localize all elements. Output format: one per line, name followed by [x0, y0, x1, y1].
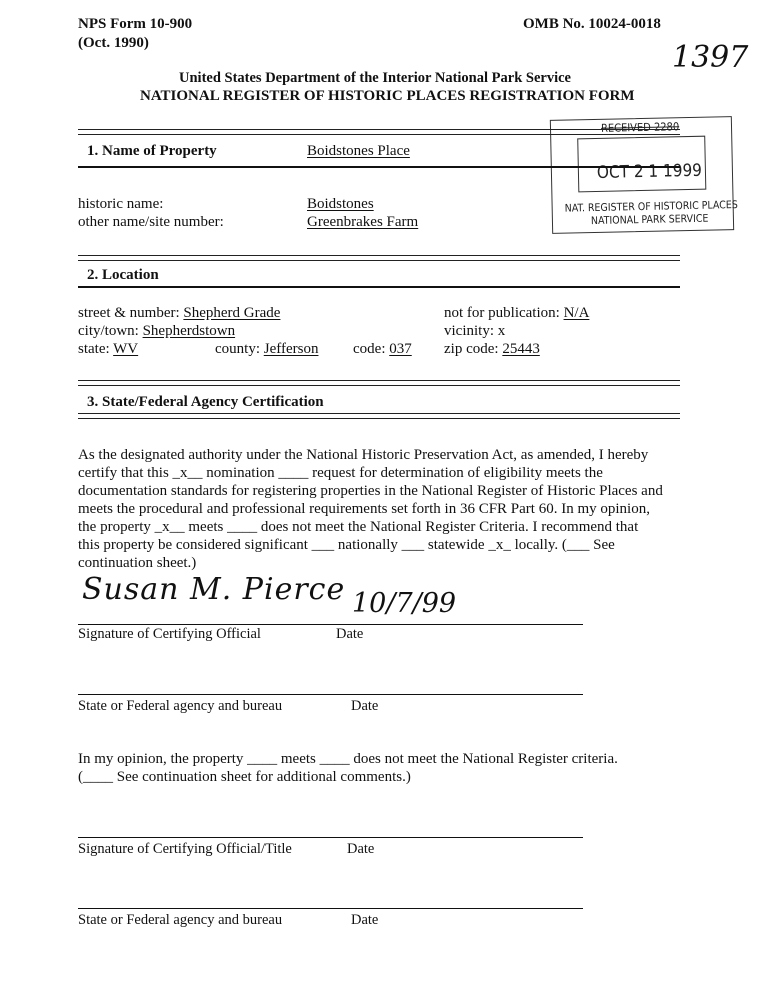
property-name: Boidstones Place — [307, 143, 410, 159]
stamp-line1: NAT. REGISTER OF HISTORIC PLACES — [564, 199, 738, 215]
signature-label-1: Signature of Certifying Official — [78, 626, 261, 642]
stamp-received: RECEIVED 2280 — [600, 120, 680, 135]
zip-value: 25443 — [502, 341, 540, 357]
date-label-2: Date — [351, 698, 379, 714]
section1-heading: 1. Name of Property — [87, 143, 217, 159]
county-label: county: — [215, 341, 260, 357]
section1-top-rule — [78, 129, 680, 135]
section3-heading: 3. State/Federal Agency Certification — [87, 394, 324, 410]
city-value: Shepherdstown — [142, 323, 236, 339]
code-label: code: — [353, 341, 386, 357]
zip-row — [444, 341, 540, 358]
nfp-label: not for publication: — [444, 305, 560, 321]
street-row — [78, 305, 280, 322]
form-title: NATIONAL REGISTER OF HISTORIC PLACES REGISTRATION FORM — [140, 88, 635, 104]
date-label-1: Date — [336, 626, 364, 642]
county-row — [215, 341, 318, 358]
department-title: United States Department of the Interior National Park Service — [179, 70, 571, 86]
state-row — [78, 341, 138, 358]
city-row — [78, 323, 235, 340]
signature-line-1 — [78, 624, 583, 625]
section3-heading-rule — [78, 413, 680, 419]
city-label: city/town: — [78, 323, 139, 339]
stamp-line2: NATIONAL PARK SERVICE — [590, 212, 709, 228]
state-value: WV — [113, 341, 139, 357]
opinion-paragraph: In my opinion, the property ____ meets ____ does not meet the National Register criteria. (____ See continuation sheet for additional comments.) — [78, 751, 618, 785]
handwritten-number: 1397 — [672, 40, 749, 75]
other-name-label: other name/site number: — [78, 214, 224, 230]
agency-label-2: State or Federal agency and bureau — [78, 912, 283, 928]
county-value: Jefferson — [263, 341, 319, 357]
zip-label: zip code: — [444, 341, 499, 357]
certification-paragraph: As the designated authority under the National Historic Preservation Act, as amended, I hereby certify that this _x__ nomination ____ request for determination of eligibility meets the documentation standards for registering properties in the National Register of Historic Places and meets the procedural and professional requirements set forth in 36 CFR Part 60. In my opinion, the property _x__ meets ____ does not meet the National Register Criteria. I recommend that this property be considered significant ___ nationally ___ statewide _x_ locally. (___ See continuation sheet.) — [78, 447, 663, 571]
signature-line-2 — [78, 837, 583, 838]
code-value: 037 — [389, 341, 412, 357]
vicinity-row — [444, 323, 505, 340]
stamp-date: OCT 2 1 1999 — [596, 160, 703, 183]
handwritten-date: 10/7/99 — [352, 588, 457, 619]
agency-label-1: State or Federal agency and bureau — [78, 698, 283, 714]
stamp-date-box — [577, 136, 706, 193]
vicinity-value: x — [497, 323, 506, 339]
vicinity-label: vicinity: — [444, 323, 494, 339]
form-number: NPS Form 10-900 — [78, 16, 193, 32]
state-label: state: — [78, 341, 110, 357]
street-value: Shepherd Grade — [183, 305, 281, 321]
omb-number: OMB No. 10024-0018 — [523, 16, 661, 32]
section1-heading-rule — [78, 166, 680, 168]
form-date: (Oct. 1990) — [78, 35, 149, 51]
date-label-3: Date — [347, 841, 375, 857]
handwritten-signature: Susan M. Pierce — [82, 572, 346, 607]
agency-line-2 — [78, 908, 583, 909]
other-name-value: Greenbrakes Farm — [307, 214, 419, 230]
nfp-value: N/A — [563, 305, 590, 321]
nfp-row — [444, 305, 589, 322]
street-label: street & number: — [78, 305, 180, 321]
signature-label-2: Signature of Certifying Official/Title — [78, 841, 292, 857]
historic-name-label: historic name: — [78, 196, 164, 212]
section2-top-rule — [78, 255, 680, 261]
date-label-4: Date — [351, 912, 379, 928]
section3-top-rule — [78, 380, 680, 386]
section2-heading-rule — [78, 286, 680, 288]
section2-heading: 2. Location — [87, 267, 159, 283]
historic-name-value: Boidstones — [307, 196, 374, 212]
code-row — [353, 341, 412, 358]
agency-line-1 — [78, 694, 583, 695]
